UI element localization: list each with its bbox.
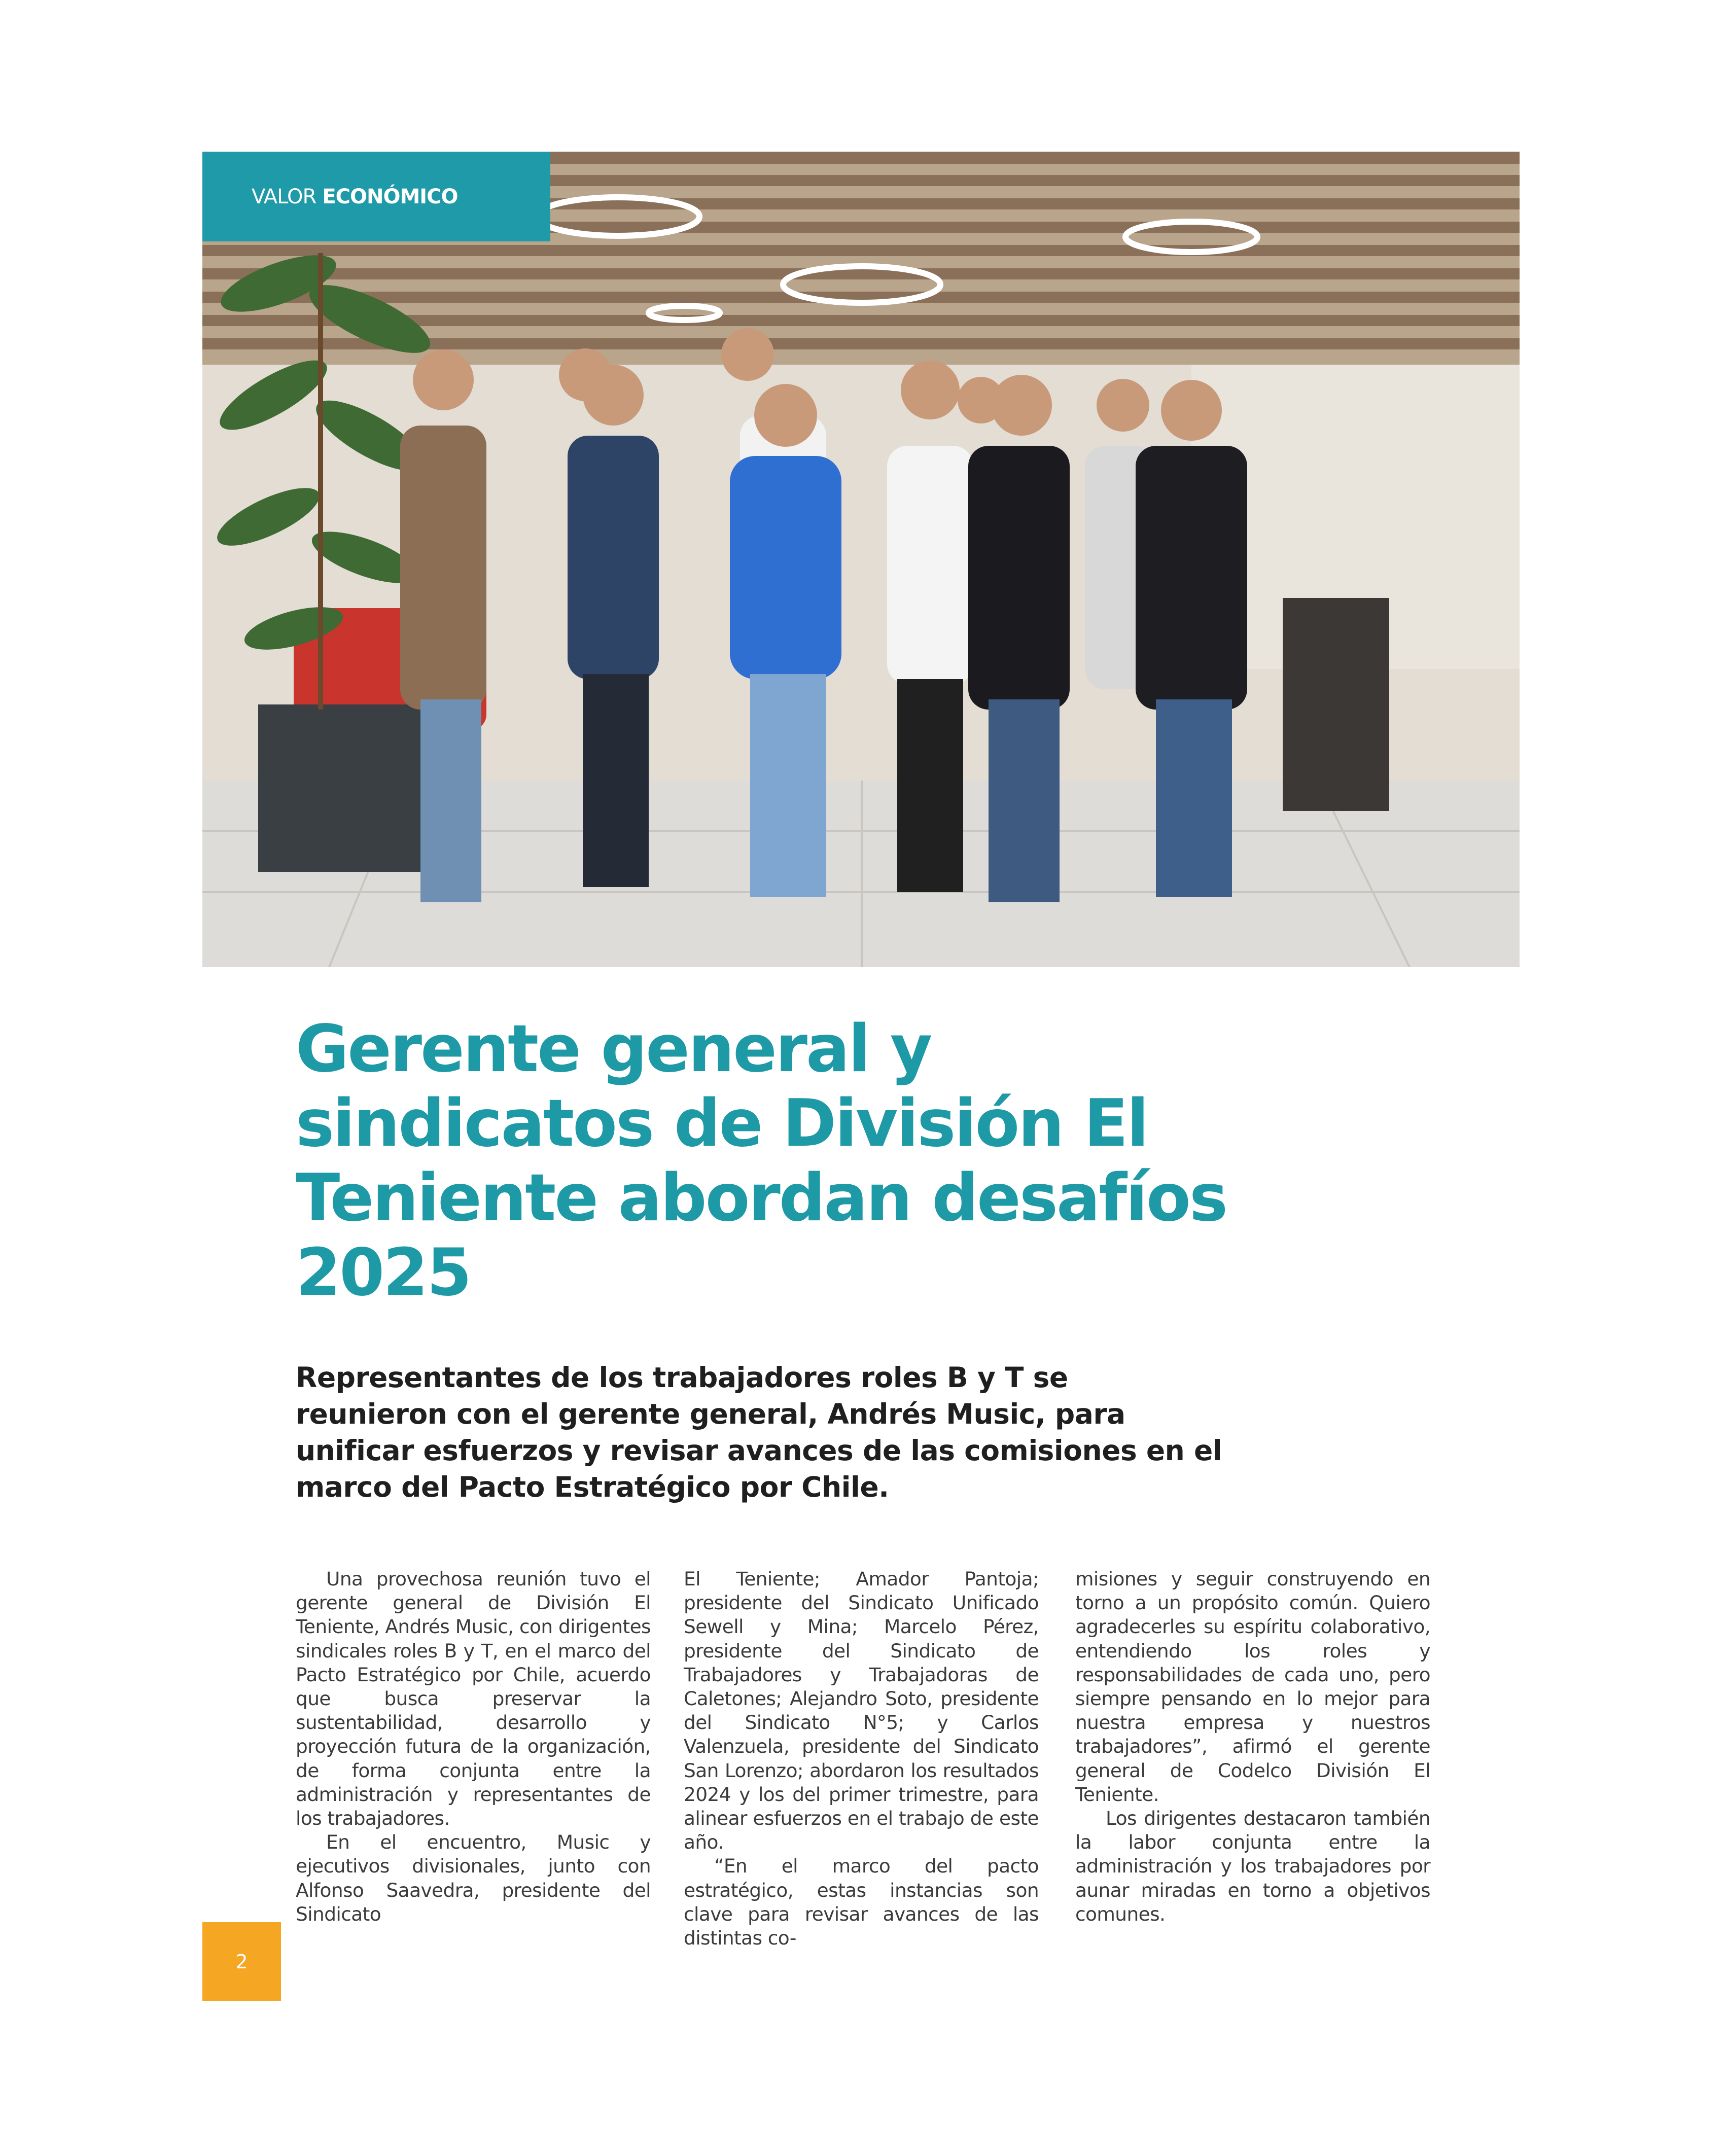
article-headline: Gerente general y sindicatos de División El Teniente abordan desafíos 2025 [296,1011,1227,1311]
body-paragraph: “En el marco del pacto estratégico, estas instancias son clave para revisar avances de las distintas co- [684,1855,1039,1950]
body-paragraph: Los dirigentes destacaron también la labor conjunta entre la administración y los trabajadores por aunar miradas en torno a objetivos comunes. [1075,1807,1430,1925]
section-tag-light: VALOR [252,185,316,208]
body-paragraph: En el encuentro, Music y ejecutivos divisionales, junto con Alfonso Saavedra, presidente del Sindicato [296,1831,651,1925]
body-column-1 [296,1567,651,1926]
body-paragraph: El Teniente; Amador Pantoja; presidente del Sindicato Unificado Sewell y Mina; Marcelo Pérez, presidente del Sindicato de Trabajadores y Trabajadoras de Caletones; Alejandro Soto, presidente del Sindicato N°5; y Carlos Valenzuela, presidente del Sindicato San Lorenzo; abordaron los resultados 2024 y los del primer trimestre, para alinear esfuerzos en el trabajo de este año. [684,1568,1039,1854]
body-paragraph: Una provechosa reunión tuvo el gerente general de División El Teniente, Andrés Music, con dirigentes sindicales roles B y T, en el marco del Pacto Estratégico por Chile, acuerdo que busca preservar la sustentabilidad, desarrollo y proyección futura de la organización, de forma conjunta entre la administración y representantes de los trabajadores. [296,1568,651,1830]
section-tag [202,152,550,241]
group-photo-icon [202,152,1520,967]
body-column-3 [1075,1567,1430,1926]
body-paragraph: misiones y seguir construyendo en torno a un propósito común. Quiero agradecerles su espíritu colaborativo, entendiendo los roles y responsabilidades de cada uno, pero siempre pensando en lo mejor para nuestra empresa y nuestros trabajadores”, afirmó el gerente general de Codelco División El Teniente. [1075,1568,1430,1806]
section-tag-bold: ECONÓMICO [322,185,458,208]
article-photo [202,152,1520,967]
body-column-2 [684,1567,1039,1950]
article-subhead: Representantes de los trabajadores roles B y T se reunieron con el gerente general, Andrés Music, para unificar esfuerzos y revisar avances de las comisiones en el marco del Pacto Estratégico por Chile. [296,1361,1222,1503]
page-number: 2 [202,1922,281,2001]
